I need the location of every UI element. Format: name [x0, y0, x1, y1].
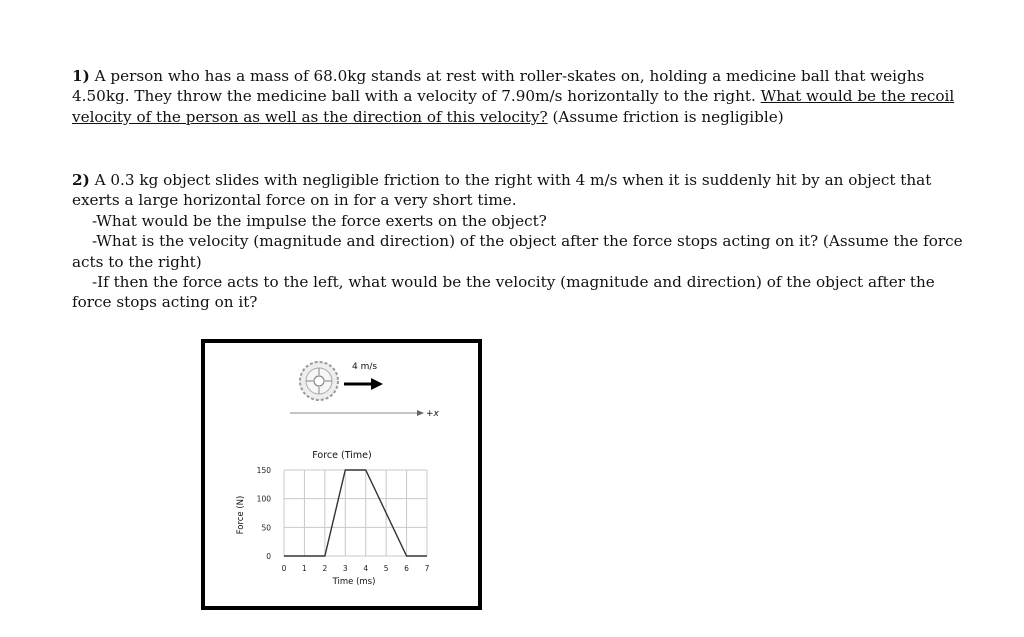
force-series-line — [284, 470, 427, 556]
puck-icon — [300, 362, 338, 400]
speed-label: 4 m/s — [352, 362, 378, 372]
x-tick-label: 5 — [383, 564, 389, 573]
question-2-number: 2) — [72, 171, 90, 189]
force-time-chart — [236, 450, 430, 587]
question-1-question: What would be the recoil velocity of the person as well as the direction of this velocity? — [72, 87, 955, 126]
y-tick-label: 150 — [256, 466, 271, 475]
y-tick-label: 0 — [266, 552, 271, 561]
x-axis-label: +x — [426, 409, 439, 419]
velocity-arrowhead — [371, 378, 383, 390]
x-tick-label: 6 — [404, 564, 409, 573]
question-1 — [72, 66, 972, 127]
question-2 — [72, 170, 972, 313]
question-2-part-c: -If then the force acts to the left, what would be the velocity (magnitude and direction) of the object after the force stops acting on it? — [72, 273, 935, 312]
x-axis-title: Time (ms) — [332, 577, 376, 587]
chart-title: Force (Time) — [312, 450, 372, 461]
problem-figure — [201, 339, 482, 610]
question-2-part-a: -What would be the impulse the force exerts on the object? — [92, 211, 547, 230]
x-tick-label: 1 — [302, 564, 307, 573]
question-1-number: 1) — [72, 67, 90, 85]
x-tick-label: 7 — [424, 564, 430, 573]
y-axis-title: Force (N) — [236, 495, 246, 535]
x-tick-label: 4 — [363, 564, 369, 573]
question-1-note: (Assume friction is negligible) — [552, 107, 784, 126]
x-tick-label: 3 — [342, 564, 348, 573]
x-tick-label: 2 — [322, 564, 328, 573]
y-tick-label: 50 — [261, 523, 271, 533]
x-tick-label: 0 — [281, 564, 287, 573]
y-tick-label: 100 — [256, 494, 271, 504]
x-axis-arrowhead — [417, 410, 424, 416]
figure-svg — [205, 343, 478, 606]
question-1-text: A person who has a mass of 68.0kg stands at rest with roller-skates on, holding a medicine ball that weighs 4.50kg. They throw the medicine ball with a velocity of 7.90m/s horizontally to the right. — [72, 67, 925, 106]
question-2-part-b: -What is the velocity (magnitude and direction) of the object after the force stops acting on it? (Assume the force acts to the right) — [72, 232, 963, 271]
question-2-text: A 0.3 kg object slides with negligible friction to the right with 4 m/s when it is suddenly hit by an object that exerts a large horizontal force on in for a very short time. — [72, 171, 932, 210]
